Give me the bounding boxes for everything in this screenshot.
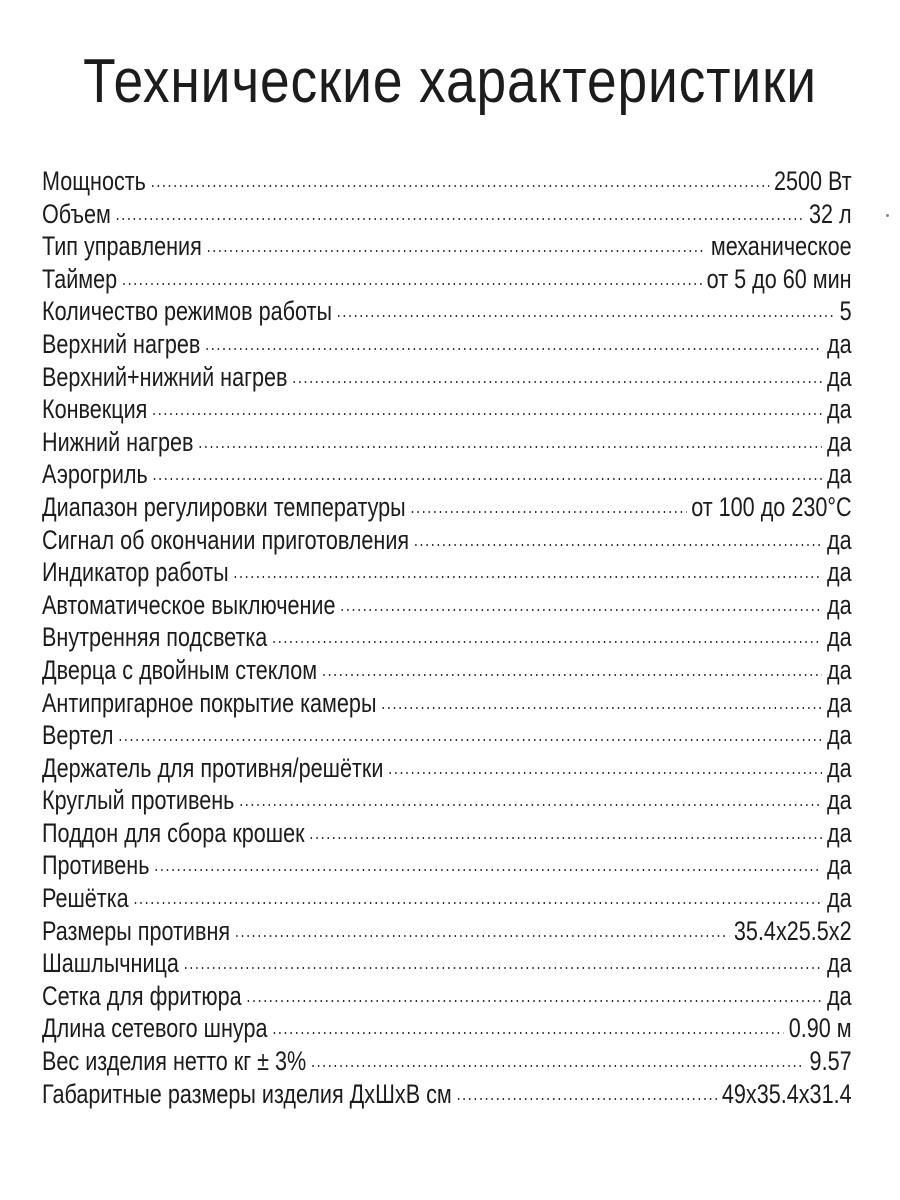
spec-label: Таймер: [42, 263, 118, 294]
spec-row: [42, 230, 852, 263]
dot-leader: [118, 719, 822, 751]
spec-value: да: [826, 622, 852, 653]
stray-dot: [886, 214, 889, 217]
spec-value: да: [826, 720, 852, 751]
spec-label: Верхний+нижний нагрев: [42, 361, 288, 392]
spec-label: Вертел: [42, 720, 114, 751]
dot-leader: [116, 198, 805, 230]
spec-label: Круглый противень: [42, 785, 235, 816]
dot-leader: [133, 882, 822, 914]
spec-row: [42, 426, 852, 459]
dot-leader: [337, 295, 835, 327]
dot-leader: [411, 491, 687, 523]
spec-label: Тип управления: [42, 231, 202, 262]
dot-leader: [388, 752, 822, 784]
dot-leader: [184, 947, 822, 979]
dot-leader: [205, 328, 822, 360]
dot-leader: [272, 621, 822, 653]
spec-label: Количество режимов работы: [42, 296, 332, 327]
spec-value: да: [826, 394, 852, 425]
spec-value: да: [826, 817, 852, 848]
spec-value: 35.4x25.5x2: [733, 915, 852, 946]
spec-row: [42, 849, 852, 882]
spec-row: [42, 361, 852, 394]
spec-value: 0.90 м: [788, 1013, 852, 1044]
dot-leader: [235, 915, 729, 947]
spec-label: Дверца с двойным стеклом: [42, 654, 318, 685]
spec-value: да: [826, 589, 852, 620]
spec-value: 5: [839, 296, 852, 327]
spec-label: Сетка для фритюра: [42, 980, 242, 1011]
spec-row: [42, 198, 852, 231]
spec-value: 32 л: [808, 198, 852, 229]
dot-leader: [340, 589, 822, 621]
spec-value: да: [826, 654, 852, 685]
spec-label: Индикатор работы: [42, 557, 229, 588]
dot-leader: [322, 654, 822, 686]
spec-label: Внутренняя подсветка: [42, 622, 268, 653]
spec-row: [42, 165, 852, 198]
page-title: Технические характеристики: [83, 47, 817, 116]
spec-row: [42, 817, 852, 850]
dot-leader: [381, 687, 822, 719]
spec-label: Поддон для сбора крошек: [42, 817, 305, 848]
spec-row: [42, 589, 852, 622]
spec-label: Объем: [42, 198, 111, 229]
dot-leader: [122, 263, 702, 295]
spec-value: 49x35.4x31.4: [721, 1078, 852, 1109]
spec-value: да: [826, 459, 852, 490]
spec-label: Верхний нагрев: [42, 328, 201, 359]
spec-label: Размеры противня: [42, 915, 231, 946]
spec-row: [42, 654, 852, 687]
spec-row: [42, 295, 852, 328]
spec-value: да: [826, 980, 852, 1011]
spec-label: Мощность: [42, 166, 146, 196]
spec-row: [42, 393, 852, 426]
spec-label: Держатель для противня/решётки: [42, 752, 384, 783]
dot-leader: [246, 980, 822, 1012]
spec-label: Нижний нагрев: [42, 426, 194, 457]
spec-row: [42, 752, 852, 785]
spec-row: [42, 458, 852, 491]
dot-leader: [153, 458, 823, 490]
spec-label: Длина сетевого шнура: [42, 1013, 268, 1044]
spec-row: [42, 719, 852, 752]
spec-row: [42, 491, 852, 524]
dot-leader: [207, 230, 706, 262]
spec-label: Решётка: [42, 883, 129, 914]
dot-leader: [154, 849, 822, 881]
spec-value: да: [826, 361, 852, 392]
spec-row: [42, 621, 852, 654]
spec-row: [42, 882, 852, 915]
spec-label: Автоматическое выключение: [42, 589, 336, 620]
spec-row: [42, 947, 852, 980]
spec-row: [42, 263, 852, 296]
spec-value: 9.57: [809, 1046, 852, 1077]
dot-leader: [152, 393, 822, 425]
spec-list: [42, 165, 852, 1110]
spec-row: [42, 915, 852, 948]
spec-row: [42, 687, 852, 720]
spec-row: [42, 556, 852, 589]
spec-value: механическое: [710, 231, 852, 262]
spec-row: [42, 1045, 852, 1078]
spec-value: да: [826, 524, 852, 555]
spec-label: Габаритные размеры изделия ДхШхВ см: [42, 1078, 452, 1109]
spec-value: да: [826, 850, 852, 881]
spec-value: да: [826, 328, 852, 359]
spec-label: Шашлычница: [42, 948, 179, 979]
spec-value: да: [826, 752, 852, 783]
spec-label: Диапазон регулировки температуры: [42, 491, 406, 522]
spec-row: [42, 784, 852, 817]
dot-leader: [309, 817, 822, 849]
spec-label: Вес изделия нетто кг ± 3%: [42, 1046, 307, 1077]
dot-leader: [151, 165, 769, 197]
dot-leader: [239, 784, 822, 816]
spec-label: Сигнал об окончании приготовления: [42, 524, 410, 555]
spec-value: 2500 Вт: [773, 166, 852, 196]
dot-leader: [233, 556, 822, 588]
spec-row: [42, 980, 852, 1013]
spec-value: от 100 до 230°С: [691, 491, 852, 522]
spec-row: [42, 1012, 852, 1045]
dot-leader: [457, 1078, 718, 1110]
dot-leader: [198, 426, 822, 458]
spec-label: Антипригарное покрытие камеры: [42, 687, 377, 718]
spec-label: Конвекция: [42, 394, 148, 425]
dot-leader: [292, 361, 822, 393]
spec-value: да: [826, 557, 852, 588]
spec-value: да: [826, 687, 852, 718]
spec-value: да: [826, 883, 852, 914]
spec-row: [42, 328, 852, 361]
dot-leader: [272, 1012, 784, 1044]
spec-value: да: [826, 948, 852, 979]
spec-value: да: [826, 426, 852, 457]
dot-leader: [414, 524, 822, 556]
spec-label: Противень: [42, 850, 150, 881]
spec-row: [42, 524, 852, 557]
spec-value: да: [826, 785, 852, 816]
dot-leader: [311, 1045, 805, 1077]
spec-row: [42, 1078, 852, 1111]
spec-label: Аэрогриль: [42, 459, 148, 490]
spec-value: от 5 до 60 мин: [706, 263, 852, 294]
